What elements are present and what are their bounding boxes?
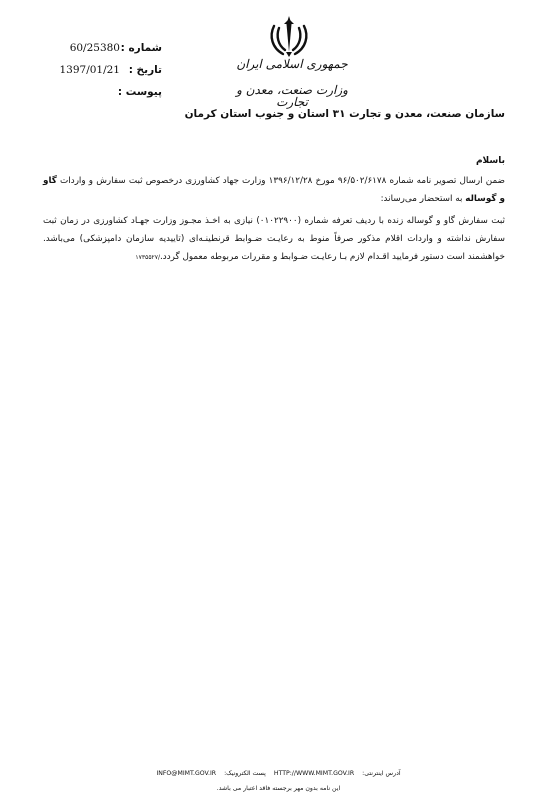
number-label: شماره : [120, 42, 162, 54]
footer-address-value: HTTP://WWW.MIMT.GOV.IR [273, 770, 355, 777]
date-label: تاریخ : [128, 64, 162, 76]
footer-note: این نامه بدون مهر برجسته فاقد اعتبار می باشد. [216, 785, 341, 792]
meta-date-row [52, 64, 162, 86]
footer-email-value: INFO@MIMT.GOV.IR [156, 770, 217, 777]
ministry-title: وزارت صنعت، معدن و تجارت [236, 83, 348, 109]
footer-address-label: آدرس اینترنتی: [362, 770, 401, 777]
intro-text-1: ضمن ارسال تصویر نامه شماره ۹۶/۵۰۲/۶۱۷۸ مورخ ۱۳۹۶/۱۲/۲۸ وزارت جهاد کشاورزی درخصوص ثبت سفارش و واردات [56, 176, 505, 186]
meta-attachment-row [52, 86, 162, 108]
number-value: 60/25380 [69, 42, 120, 54]
attachment-label: پیوست : [117, 86, 162, 98]
emblem-graphic [266, 12, 312, 60]
paragraph-intro [43, 172, 505, 208]
footer-contact [100, 770, 457, 777]
iran-emblem-icon [266, 12, 312, 60]
footer-email-label: پست الکترونیک: [224, 770, 266, 777]
greeting: باسلام [475, 156, 505, 166]
republic-title: جمهوری اسلامی ایران [236, 57, 348, 71]
intro-text-2: به استحضار می‌رساند: [380, 194, 466, 204]
date-value: 1397/01/21 [59, 64, 120, 76]
reference-number: /۱۷۳۵۵۲۷ [135, 254, 161, 261]
body-text: ثبت سفارش گاو و گوساله زنده با ردیف تعرفه شماره (۰۱۰۲۲۹۰۰) نیازی به اخـذ مجـوز وزارت جهـاد کشاورزی در زمان ثبت سفارش نداشته و واردات اقلام مذکور صرفاً منوط به رعایـت ضـوابط قرنطینـه‌ای (تاییدیه سازمان دامپزشکی) می‌باشد. خواهشمند است دستور فرمایید اقـدام لازم بـا رعایـت ضـوابط و مقررات مربوطه معمول گردد. [43, 216, 505, 262]
paragraph-body [43, 212, 505, 267]
recipient-organization: سازمان صنعت، معدن و تجارت ۳۱ استان و جنوب استان کرمان [184, 108, 505, 120]
letter-meta [52, 42, 162, 108]
intro-bold-subject: گاو و گوساله [43, 176, 505, 204]
meta-number-row [52, 42, 162, 64]
